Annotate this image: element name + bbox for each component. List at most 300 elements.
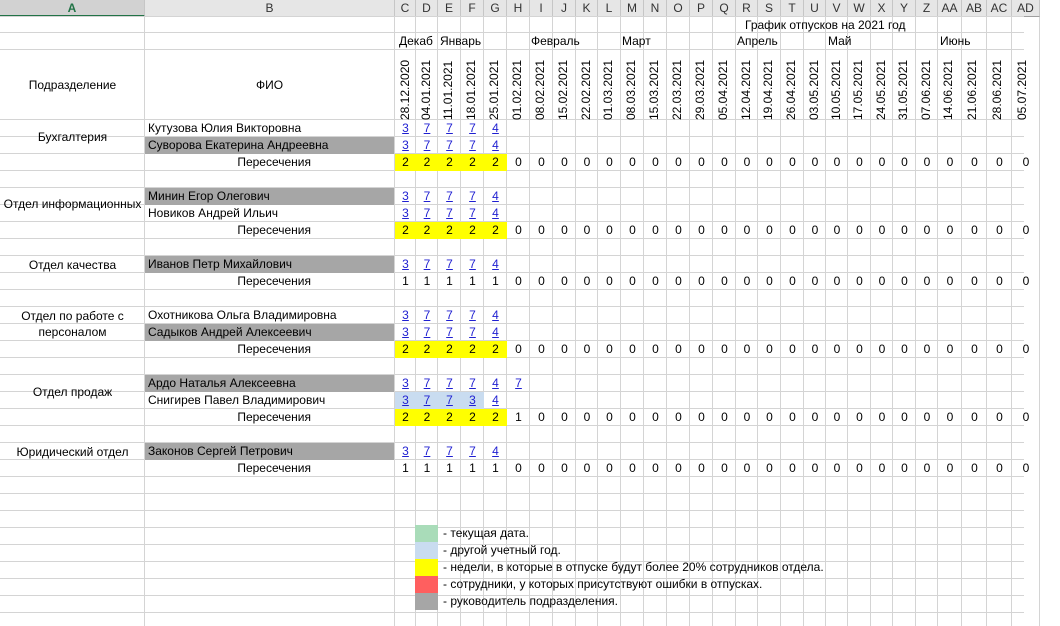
intersection-count[interactable]: 0 [789, 274, 796, 288]
vacation-link[interactable]: 7 [469, 444, 476, 458]
intersection-count[interactable]: 0 [923, 274, 931, 288]
department-name[interactable]: Бухгалтерия [37, 130, 108, 144]
vacation-link[interactable]: 7 [469, 189, 476, 203]
intersection-count[interactable]: 0 [743, 274, 751, 288]
intersection-count[interactable]: 1 [469, 274, 476, 288]
date-header[interactable]: 01.03.2021 [601, 59, 615, 120]
vacation-link[interactable]: 4 [492, 206, 499, 220]
intersection-count[interactable]: 0 [698, 274, 705, 288]
column-header-F[interactable]: F [461, 0, 484, 17]
intersection-count[interactable]: 0 [766, 223, 773, 237]
intersection-count[interactable]: 2 [395, 409, 416, 426]
intersection-count[interactable]: 0 [1022, 274, 1030, 288]
vacation-link[interactable]: 3 [402, 121, 409, 135]
vacation-link[interactable]: 7 [423, 121, 431, 135]
column-header-AA[interactable]: AA [938, 0, 962, 17]
employee-name[interactable]: Ардо Наталья Алексеевна [145, 375, 394, 392]
intersection-count[interactable]: 0 [583, 342, 591, 356]
intersection-count[interactable]: 0 [675, 410, 682, 424]
vacation-link[interactable]: 7 [446, 257, 453, 271]
intersection-count[interactable]: 1 [446, 461, 453, 475]
date-header[interactable]: 04.01.2021 [419, 59, 433, 120]
intersection-count[interactable]: 0 [971, 155, 978, 169]
intersection-count[interactable]: 0 [833, 461, 841, 475]
intersections-label[interactable]: Пересечения [237, 342, 311, 356]
intersection-count[interactable]: 0 [606, 342, 613, 356]
intersection-count[interactable]: 0 [996, 410, 1003, 424]
date-header[interactable]: 25.01.2021 [487, 59, 501, 120]
vacation-link[interactable]: 7 [423, 308, 431, 322]
intersection-count[interactable]: 0 [923, 342, 931, 356]
date-header[interactable]: 15.02.2021 [556, 59, 570, 120]
employee-name[interactable]: Законов Сергей Петрович [145, 443, 394, 460]
intersection-count[interactable]: 0 [878, 223, 886, 237]
intersection-count[interactable]: 0 [652, 223, 659, 237]
intersection-count[interactable]: 1 [423, 461, 431, 475]
intersection-count[interactable]: 1 [492, 274, 499, 288]
date-header[interactable]: 07.06.2021 [919, 59, 933, 120]
intersection-count[interactable]: 0 [856, 155, 863, 169]
intersection-count[interactable]: 0 [856, 410, 863, 424]
intersection-count[interactable]: 1 [402, 461, 409, 475]
column-header-K[interactable]: K [576, 0, 598, 17]
vacation-link[interactable]: 7 [469, 257, 476, 271]
employee-name[interactable]: Минин Егор Олегович [145, 188, 394, 205]
column-header-A[interactable]: A [0, 0, 145, 17]
employee-name[interactable]: Охотникова Ольга Владимировна [148, 308, 337, 322]
intersection-count[interactable]: 0 [971, 342, 978, 356]
intersection-count[interactable]: 2 [416, 222, 438, 239]
vacation-link[interactable]: 7 [446, 325, 453, 339]
intersection-count[interactable]: 0 [721, 342, 728, 356]
intersection-count[interactable]: 0 [606, 274, 613, 288]
intersection-count[interactable]: 0 [675, 155, 682, 169]
column-header-T[interactable]: T [781, 0, 804, 17]
intersection-count[interactable]: 0 [743, 410, 751, 424]
column-header-I[interactable]: I [530, 0, 553, 17]
date-header[interactable]: 19.04.2021 [761, 59, 775, 120]
intersection-count[interactable]: 0 [629, 410, 636, 424]
date-header[interactable]: 24.05.2021 [874, 59, 888, 120]
intersection-count[interactable]: 2 [416, 409, 438, 426]
employee-name[interactable]: Иванов Петр Михайлович [145, 256, 394, 273]
intersection-count[interactable]: 0 [743, 342, 751, 356]
intersection-count[interactable]: 0 [811, 410, 819, 424]
intersection-count[interactable]: 0 [515, 342, 522, 356]
date-header[interactable]: 08.03.2021 [624, 59, 638, 120]
intersection-count[interactable]: 2 [461, 222, 484, 239]
intersection-count[interactable]: 0 [698, 223, 705, 237]
intersection-count[interactable]: 1 [423, 274, 431, 288]
intersections-label[interactable]: Пересечения [237, 274, 311, 288]
vacation-link[interactable]: 3 [402, 376, 409, 390]
intersection-count[interactable]: 2 [438, 341, 461, 358]
vacation-link[interactable]: 3 [402, 444, 409, 458]
intersection-count[interactable]: 0 [698, 155, 705, 169]
intersection-count[interactable]: 2 [438, 409, 461, 426]
intersection-count[interactable]: 2 [461, 154, 484, 171]
intersection-count[interactable]: 2 [438, 222, 461, 239]
intersection-count[interactable]: 0 [538, 223, 545, 237]
vacation-link[interactable]: 7 [469, 325, 476, 339]
intersection-count[interactable]: 0 [583, 223, 591, 237]
column-header-Y[interactable]: Y [893, 0, 916, 17]
intersection-count[interactable]: 0 [515, 155, 522, 169]
intersection-count[interactable]: 0 [721, 155, 728, 169]
intersection-count[interactable]: 0 [561, 223, 568, 237]
intersection-count[interactable]: 0 [901, 410, 908, 424]
intersection-count[interactable]: 0 [721, 410, 728, 424]
intersection-count[interactable]: 0 [698, 342, 705, 356]
vacation-link[interactable]: 4 [492, 325, 499, 339]
vacation-link[interactable]: 3 [395, 392, 416, 409]
intersection-count[interactable]: 0 [675, 274, 682, 288]
intersection-count[interactable]: 0 [629, 274, 636, 288]
date-header[interactable]: 17.05.2021 [851, 59, 865, 120]
intersection-count[interactable]: 0 [971, 274, 978, 288]
intersection-count[interactable]: 0 [901, 342, 908, 356]
department-name[interactable]: Отдел качества [28, 257, 117, 272]
intersection-count[interactable]: 0 [833, 223, 841, 237]
date-header[interactable]: 28.06.2021 [990, 59, 1004, 120]
intersection-count[interactable]: 1 [492, 461, 499, 475]
intersection-count[interactable]: 0 [1022, 342, 1030, 356]
vacation-link[interactable]: 7 [515, 376, 522, 390]
column-header-E[interactable]: E [438, 0, 461, 17]
column-header-AB[interactable]: AB [962, 0, 987, 17]
intersection-count[interactable]: 0 [901, 155, 908, 169]
intersection-count[interactable]: 0 [743, 223, 751, 237]
intersection-count[interactable]: 0 [675, 223, 682, 237]
intersection-count[interactable]: 0 [606, 223, 613, 237]
intersection-count[interactable]: 0 [996, 155, 1003, 169]
intersection-count[interactable]: 0 [721, 223, 728, 237]
month-label[interactable]: Январь [440, 34, 482, 48]
intersection-count[interactable]: 0 [743, 155, 751, 169]
date-header[interactable]: 21.06.2021 [965, 59, 979, 120]
intersection-count[interactable]: 0 [515, 223, 522, 237]
intersection-count[interactable]: 0 [629, 223, 636, 237]
intersection-count[interactable]: 0 [1022, 461, 1030, 475]
intersection-count[interactable]: 2 [461, 341, 484, 358]
intersection-count[interactable]: 0 [996, 342, 1003, 356]
intersection-count[interactable]: 0 [923, 410, 931, 424]
employee-name[interactable]: Садыков Андрей Алексеевич [145, 324, 394, 341]
legend-text[interactable]: - руководитель подразделения. [443, 594, 618, 608]
month-label[interactable]: Май [828, 34, 852, 48]
intersection-count[interactable]: 0 [833, 155, 841, 169]
date-header[interactable]: 14.06.2021 [941, 59, 955, 120]
vacation-link[interactable]: 7 [469, 308, 476, 322]
intersection-count[interactable]: 0 [698, 410, 705, 424]
column-header-Q[interactable]: Q [713, 0, 736, 17]
vacation-link[interactable]: 3 [402, 325, 409, 339]
vacation-link[interactable]: 3 [402, 308, 409, 322]
date-header[interactable]: 22.02.2021 [579, 59, 593, 120]
header-department[interactable]: Подразделение [28, 78, 117, 92]
department-name[interactable]: Отдел продаж [32, 385, 113, 399]
intersection-count[interactable]: 0 [878, 410, 886, 424]
intersection-count[interactable]: 0 [946, 461, 954, 475]
date-header[interactable]: 12.04.2021 [739, 59, 753, 120]
legend-text[interactable]: - другой учетный год. [443, 543, 561, 557]
vacation-link[interactable]: 3 [402, 206, 409, 220]
employee-name[interactable]: Кутузова Юлия Викторовна [148, 121, 302, 135]
intersection-count[interactable]: 1 [469, 461, 476, 475]
intersection-count[interactable]: 0 [971, 461, 978, 475]
sheet-title[interactable]: График отпусков на 2021 год [745, 18, 906, 32]
date-header[interactable]: 01.02.2021 [510, 59, 524, 120]
vacation-link[interactable]: 7 [423, 257, 431, 271]
column-header-B[interactable]: B [145, 0, 395, 17]
intersection-count[interactable]: 0 [652, 274, 659, 288]
intersection-count[interactable]: 0 [766, 461, 773, 475]
date-header[interactable]: 18.01.2021 [464, 59, 478, 120]
intersection-count[interactable]: 0 [946, 342, 954, 356]
intersection-count[interactable]: 2 [438, 154, 461, 171]
intersection-count[interactable]: 0 [538, 274, 545, 288]
vacation-link[interactable]: 7 [423, 189, 431, 203]
intersection-count[interactable]: 0 [583, 410, 591, 424]
date-header[interactable]: 03.05.2021 [807, 59, 821, 120]
intersection-count[interactable]: 0 [561, 274, 568, 288]
intersection-count[interactable]: 0 [1022, 410, 1030, 424]
intersection-count[interactable]: 0 [856, 461, 863, 475]
intersection-count[interactable]: 0 [766, 410, 773, 424]
intersection-count[interactable]: 0 [606, 410, 613, 424]
intersection-count[interactable]: 0 [652, 461, 659, 475]
intersection-count[interactable]: 2 [484, 341, 507, 358]
vacation-link[interactable]: 4 [492, 121, 499, 135]
intersection-count[interactable]: 0 [878, 342, 886, 356]
intersection-count[interactable]: 0 [996, 223, 1003, 237]
vacation-link[interactable]: 4 [492, 308, 499, 322]
intersection-count[interactable]: 0 [856, 223, 863, 237]
intersection-count[interactable]: 0 [946, 223, 954, 237]
column-header-O[interactable]: O [667, 0, 690, 17]
vacation-link[interactable]: 4 [492, 257, 499, 271]
column-header-G[interactable]: G [484, 0, 507, 17]
vacation-link[interactable]: 3 [402, 257, 409, 271]
intersection-count[interactable]: 0 [996, 274, 1003, 288]
column-header-L[interactable]: L [598, 0, 621, 17]
intersection-count[interactable]: 1 [515, 410, 522, 424]
intersection-count[interactable]: 0 [996, 461, 1003, 475]
vacation-link[interactable]: 7 [446, 444, 453, 458]
employee-name[interactable]: Суворова Екатерина Андреевна [145, 137, 394, 154]
date-header[interactable]: 08.02.2021 [533, 59, 547, 120]
intersection-count[interactable]: 0 [811, 342, 819, 356]
vacation-link[interactable]: 7 [423, 325, 431, 339]
intersection-count[interactable]: 0 [606, 461, 613, 475]
intersection-count[interactable]: 0 [561, 410, 568, 424]
vacation-link[interactable]: 3 [402, 189, 409, 203]
intersections-label[interactable]: Пересечения [237, 223, 311, 237]
intersection-count[interactable]: 0 [515, 274, 522, 288]
vacation-link[interactable]: 7 [446, 138, 453, 152]
month-label[interactable]: Декаб [399, 34, 433, 48]
vacation-link[interactable]: 7 [469, 376, 476, 390]
intersection-count[interactable]: 0 [561, 342, 568, 356]
intersection-count[interactable]: 0 [856, 342, 863, 356]
intersection-count[interactable]: 0 [652, 155, 659, 169]
header-fio[interactable]: ФИО [255, 78, 284, 92]
intersection-count[interactable]: 1 [446, 274, 453, 288]
intersection-count[interactable]: 0 [766, 155, 773, 169]
intersection-count[interactable]: 0 [811, 274, 819, 288]
column-header-P[interactable]: P [690, 0, 713, 17]
intersection-count[interactable]: 0 [789, 223, 796, 237]
intersection-count[interactable]: 0 [901, 461, 908, 475]
intersection-count[interactable]: 2 [484, 154, 507, 171]
intersection-count[interactable]: 0 [923, 461, 931, 475]
intersection-count[interactable]: 0 [538, 155, 545, 169]
date-header[interactable]: 31.05.2021 [896, 59, 910, 120]
intersection-count[interactable]: 0 [675, 342, 682, 356]
intersection-count[interactable]: 0 [971, 223, 978, 237]
date-header[interactable]: 22.03.2021 [670, 59, 684, 120]
vacation-link[interactable]: 3 [402, 138, 409, 152]
intersection-count[interactable]: 0 [743, 461, 751, 475]
intersection-count[interactable]: 2 [416, 154, 438, 171]
column-header-N[interactable]: N [644, 0, 667, 17]
intersection-count[interactable]: 0 [561, 461, 568, 475]
intersection-count[interactable]: 0 [698, 461, 705, 475]
vacation-link[interactable]: 3 [461, 392, 484, 409]
intersection-count[interactable]: 2 [484, 409, 507, 426]
intersections-label[interactable]: Пересечения [237, 155, 311, 169]
column-header-C[interactable]: C [395, 0, 416, 17]
column-header-AC[interactable]: AC [987, 0, 1012, 17]
intersection-count[interactable]: 0 [1022, 155, 1030, 169]
column-header-W[interactable]: W [848, 0, 871, 17]
intersection-count[interactable]: 0 [561, 155, 568, 169]
date-header[interactable]: 11.01.2021 [441, 60, 455, 120]
intersection-count[interactable]: 2 [395, 222, 416, 239]
vacation-link[interactable]: 4 [492, 138, 499, 152]
intersection-count[interactable]: 0 [833, 410, 841, 424]
intersection-count[interactable]: 0 [833, 274, 841, 288]
intersection-count[interactable]: 0 [811, 461, 819, 475]
intersection-count[interactable]: 0 [583, 155, 591, 169]
vacation-link[interactable]: 4 [492, 189, 499, 203]
month-label[interactable]: Июнь [940, 34, 971, 48]
intersection-count[interactable]: 0 [833, 342, 841, 356]
department-name[interactable]: Отдел по работе с персоналом [21, 309, 124, 339]
vacation-link[interactable]: 7 [416, 392, 438, 409]
intersections-label[interactable]: Пересечения [237, 410, 311, 424]
intersection-count[interactable]: 2 [395, 341, 416, 358]
vacation-link[interactable]: 7 [469, 121, 476, 135]
legend-text[interactable]: - сотрудники, у которых присутствуют ошибки в отпусках. [443, 577, 763, 591]
intersection-count[interactable]: 0 [789, 155, 796, 169]
intersection-count[interactable]: 0 [652, 342, 659, 356]
intersections-label[interactable]: Пересечения [237, 461, 311, 475]
employee-name[interactable]: Снигирев Павел Владимирович [148, 393, 326, 407]
column-header-M[interactable]: M [621, 0, 644, 17]
column-header-U[interactable]: U [804, 0, 826, 17]
intersection-count[interactable]: 0 [1022, 223, 1030, 237]
intersection-count[interactable]: 0 [675, 461, 682, 475]
intersection-count[interactable]: 0 [538, 342, 545, 356]
intersection-count[interactable]: 0 [971, 410, 978, 424]
vacation-link[interactable]: 7 [438, 392, 461, 409]
month-label[interactable]: Февраль [531, 34, 580, 48]
column-header-X[interactable]: X [871, 0, 893, 17]
date-header[interactable]: 05.04.2021 [716, 59, 730, 120]
intersection-count[interactable]: 0 [923, 155, 931, 169]
department-name[interactable]: Юридический отдел [16, 444, 129, 459]
intersection-count[interactable]: 0 [538, 410, 545, 424]
date-header[interactable]: 29.03.2021 [693, 59, 707, 120]
intersection-count[interactable]: 0 [789, 461, 796, 475]
date-header[interactable]: 28.12.2020 [398, 59, 412, 120]
column-header-J[interactable]: J [553, 0, 576, 17]
intersection-count[interactable]: 0 [878, 155, 886, 169]
vacation-link[interactable]: 7 [446, 308, 453, 322]
intersection-count[interactable]: 0 [629, 342, 636, 356]
date-header[interactable]: 05.07.2021 [1015, 59, 1029, 120]
column-header-H[interactable]: H [507, 0, 530, 17]
intersection-count[interactable]: 0 [789, 342, 796, 356]
intersection-count[interactable]: 0 [652, 410, 659, 424]
column-header-R[interactable]: R [736, 0, 758, 17]
vacation-link[interactable]: 7 [469, 138, 476, 152]
intersection-count[interactable]: 0 [721, 461, 728, 475]
intersection-count[interactable]: 0 [789, 410, 796, 424]
column-header-AD[interactable]: AD [1012, 0, 1040, 17]
month-label[interactable]: Апрель [737, 34, 778, 48]
vacation-link[interactable]: 4 [492, 393, 499, 407]
intersection-count[interactable]: 0 [583, 461, 591, 475]
intersection-count[interactable]: 0 [766, 342, 773, 356]
legend-text[interactable]: - текущая дата. [443, 526, 529, 540]
intersection-count[interactable]: 0 [811, 155, 819, 169]
intersection-count[interactable]: 0 [606, 155, 613, 169]
vacation-link[interactable]: 7 [446, 206, 453, 220]
intersection-count[interactable]: 0 [538, 461, 545, 475]
intersection-count[interactable]: 0 [901, 223, 908, 237]
vacation-link[interactable]: 7 [446, 189, 453, 203]
date-header[interactable]: 15.03.2021 [647, 59, 661, 120]
intersection-count[interactable]: 2 [395, 154, 416, 171]
intersection-count[interactable]: 0 [946, 155, 954, 169]
vacation-link[interactable]: 7 [423, 206, 431, 220]
intersection-count[interactable]: 0 [901, 274, 908, 288]
intersection-count[interactable]: 2 [461, 409, 484, 426]
department-name[interactable]: Отдел информационных [3, 197, 142, 211]
vacation-link[interactable]: 7 [423, 444, 431, 458]
intersection-count[interactable]: 0 [629, 461, 636, 475]
employee-name[interactable]: Новиков Андрей Ильич [148, 206, 279, 220]
vacation-link[interactable]: 4 [492, 444, 499, 458]
vacation-link[interactable]: 7 [423, 138, 431, 152]
intersection-count[interactable]: 0 [515, 461, 522, 475]
column-header-Z[interactable]: Z [916, 0, 938, 17]
vacation-link[interactable]: 4 [492, 376, 499, 390]
intersection-count[interactable]: 0 [878, 274, 886, 288]
intersection-count[interactable]: 0 [721, 274, 728, 288]
intersection-count[interactable]: 0 [923, 223, 931, 237]
intersection-count[interactable]: 2 [416, 341, 438, 358]
intersection-count[interactable]: 0 [766, 274, 773, 288]
intersection-count[interactable]: 1 [402, 274, 409, 288]
date-header[interactable]: 10.05.2021 [829, 59, 843, 120]
column-header-D[interactable]: D [416, 0, 438, 17]
legend-text[interactable]: - недели, в которые в отпуске будут более 20% сотрудников отдела. [443, 560, 824, 574]
intersection-count[interactable]: 0 [811, 223, 819, 237]
intersection-count[interactable]: 0 [878, 461, 886, 475]
